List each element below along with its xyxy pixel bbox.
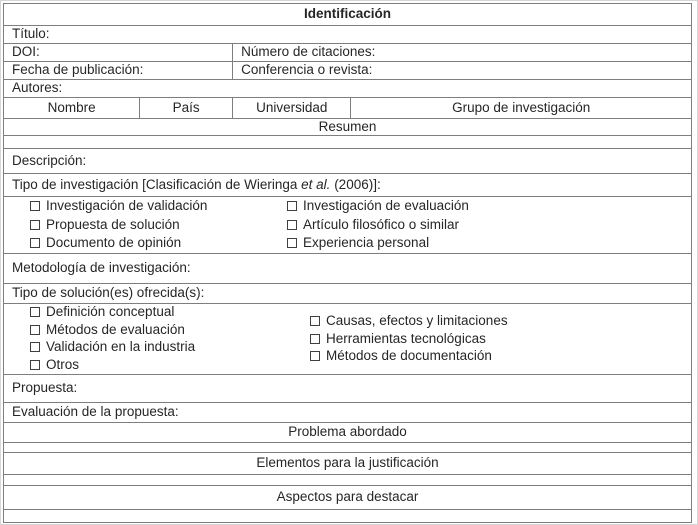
checkbox-label: Otros: [46, 356, 80, 372]
tipo-investigacion-label-suffix: (2006)]:: [330, 177, 381, 193]
descripcion-field: Descripción:: [4, 149, 692, 174]
checkbox-icon[interactable]: [287, 220, 297, 230]
metodologia-field: Metodología de investigación:: [4, 253, 692, 283]
aspectos-content-cell: [4, 509, 692, 522]
tipo-solucion-field: Tipo de solución(es) ofrecida(s):: [4, 283, 692, 303]
tipo-investigacion-options: [12, 197, 683, 253]
titulo-field: Título:: [4, 26, 692, 44]
checkbox-label: Métodos de documentación: [326, 348, 492, 364]
checkbox-investigacion-validacion[interactable]: [30, 197, 287, 216]
column-header-nombre: Nombre: [4, 98, 140, 119]
checkbox-icon[interactable]: [30, 307, 40, 317]
checkbox-causas-efectos-limitaciones[interactable]: [310, 312, 508, 330]
checkbox-propuesta-solucion[interactable]: [30, 216, 287, 235]
elementos-content-cell: [4, 474, 692, 485]
data-extraction-form: [3, 3, 692, 523]
checkbox-icon[interactable]: [310, 334, 320, 344]
checkbox-otros[interactable]: [30, 356, 310, 374]
checkbox-experiencia-personal[interactable]: [287, 234, 469, 253]
fecha-publicacion-field: Fecha de publicación:: [4, 62, 233, 80]
checkbox-validacion-industria[interactable]: [30, 339, 310, 357]
evaluacion-propuesta-field: Evaluación de la propuesta:: [4, 402, 692, 422]
column-header-grupo-investigacion: Grupo de investigación: [351, 98, 692, 119]
doi-field: DOI:: [4, 44, 233, 62]
column-header-universidad: Universidad: [233, 98, 351, 119]
tipo-investigacion-field: [4, 174, 692, 197]
autores-field: Autores:: [4, 80, 692, 98]
tipo-solucion-options-cell: [4, 303, 692, 374]
checkbox-icon[interactable]: [310, 351, 320, 361]
checkbox-label: Métodos de evaluación: [46, 321, 185, 337]
section-header-problema-abordado: Problema abordado: [4, 422, 692, 442]
checkbox-metodos-evaluacion[interactable]: [30, 321, 310, 339]
checkbox-definicion-conceptual[interactable]: [30, 304, 310, 322]
checkbox-label: Artículo filosófico o similar: [303, 216, 460, 232]
resumen-content-cell: [4, 136, 692, 149]
checkbox-icon[interactable]: [30, 201, 40, 211]
problema-content-cell: [4, 442, 692, 452]
checkbox-label: Propuesta de solución: [46, 216, 180, 232]
checkbox-icon[interactable]: [310, 316, 320, 326]
tipo-investigacion-label-prefix: Tipo de investigación [Clasificación de Wieringa: [12, 177, 302, 193]
section-header-elementos-justificacion: Elementos para la justificación: [4, 452, 692, 474]
checkbox-label: Definición conceptual: [46, 304, 175, 320]
tipo-solucion-options: [12, 304, 683, 374]
checkbox-label: Experiencia personal: [303, 235, 430, 251]
checkbox-herramientas-tecnologicas[interactable]: [310, 330, 508, 348]
checkbox-label: Investigación de validación: [46, 198, 208, 214]
checkbox-label: Documento de opinión: [46, 235, 182, 251]
checkbox-icon[interactable]: [30, 342, 40, 352]
checkbox-documento-opinion[interactable]: [30, 234, 287, 253]
checkbox-investigacion-evaluacion[interactable]: [287, 197, 469, 216]
checkbox-icon[interactable]: [30, 360, 40, 370]
checkbox-label: Validación en la industria: [46, 339, 196, 355]
conferencia-revista-field: Conferencia o revista:: [233, 62, 692, 80]
tipo-investigacion-label-etal: et al.: [301, 177, 331, 193]
propuesta-field: Propuesta:: [4, 374, 692, 402]
section-header-aspectos-destacar: Aspectos para destacar: [4, 485, 692, 509]
section-header-identificacion: Identificación: [4, 4, 692, 26]
checkbox-icon[interactable]: [30, 238, 40, 248]
section-header-resumen: Resumen: [4, 119, 692, 136]
checkbox-icon[interactable]: [287, 201, 297, 211]
checkbox-icon[interactable]: [287, 238, 297, 248]
checkbox-label: Herramientas tecnológicas: [326, 330, 486, 346]
checkbox-label: Causas, efectos y limitaciones: [326, 313, 508, 329]
checkbox-label: Investigación de evaluación: [303, 198, 469, 214]
checkbox-icon[interactable]: [30, 220, 40, 230]
citaciones-field: Número de citaciones:: [233, 44, 692, 62]
tipo-investigacion-options-cell: [4, 197, 692, 254]
checkbox-articulo-filosofico[interactable]: [287, 216, 469, 235]
checkbox-metodos-documentacion[interactable]: [310, 347, 508, 365]
column-header-pais: País: [140, 98, 233, 119]
checkbox-icon[interactable]: [30, 325, 40, 335]
